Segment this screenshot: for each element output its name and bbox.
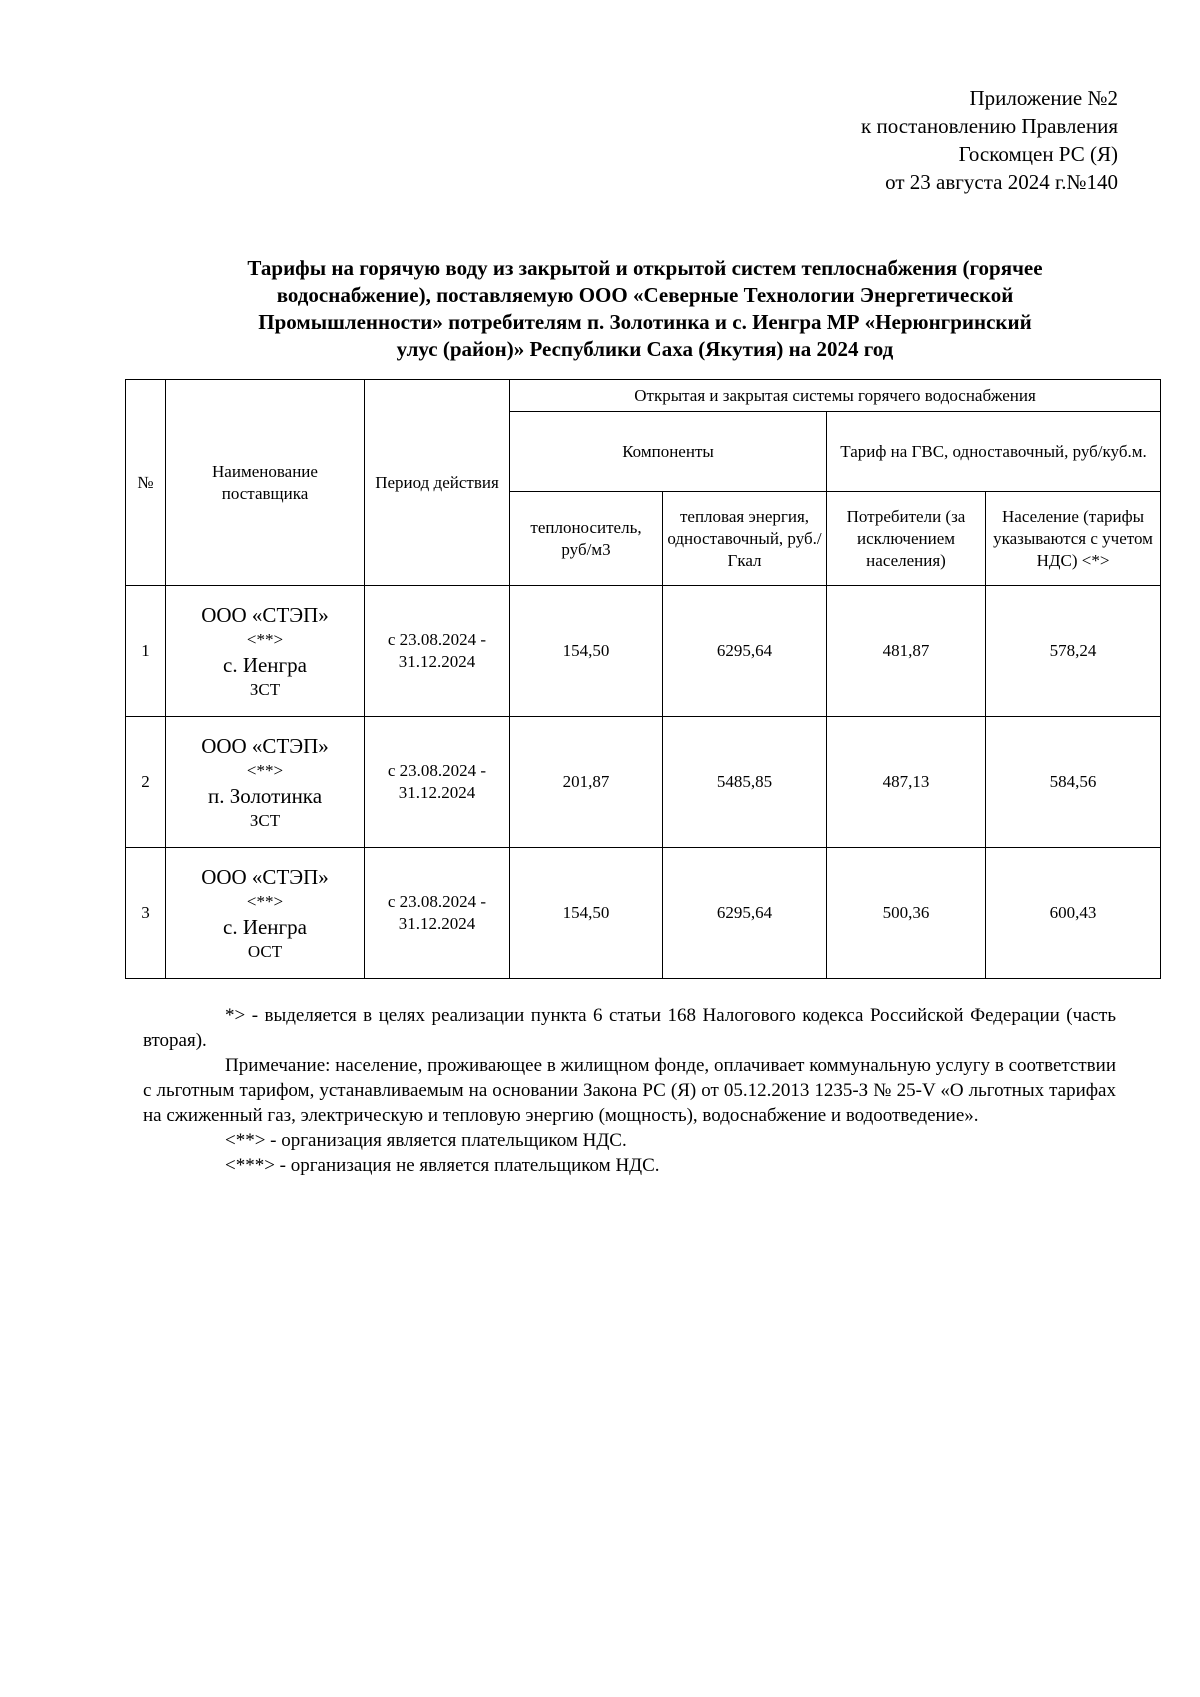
supplier-place: с. Иенгра bbox=[223, 915, 307, 939]
row-number: 2 bbox=[126, 717, 166, 848]
supplier-vat-mark: <**> bbox=[246, 630, 284, 649]
supplier-cell bbox=[166, 848, 365, 979]
consumers-cell: 487,13 bbox=[827, 717, 986, 848]
title-line: водоснабжение), поставляемую ООО «Северные Технологии Энергетической bbox=[276, 283, 1014, 307]
energy-cell: 6295,64 bbox=[663, 586, 827, 717]
footnote-vat-payer: <**> - организация является плательщиком НДС. bbox=[225, 1130, 627, 1151]
document-title bbox=[165, 255, 1125, 363]
energy-cell: 5485,85 bbox=[663, 717, 827, 848]
footnotes bbox=[143, 1003, 1116, 1178]
row-number: 1 bbox=[126, 586, 166, 717]
header-coolant: теплоноситель, руб/м3 bbox=[510, 492, 663, 586]
period-cell: с 23.08.2024 - 31.12.2024 bbox=[365, 717, 510, 848]
population-cell: 584,56 bbox=[986, 717, 1161, 848]
header-number: № bbox=[126, 380, 166, 586]
supplier-place: п. Золотинка bbox=[207, 784, 323, 808]
supplier-system-type: ЗСТ bbox=[249, 680, 281, 699]
header-line: Приложение №2 bbox=[969, 86, 1118, 110]
header-consumers: Потребители (за исключением населения) bbox=[827, 492, 986, 586]
header-population: Население (тарифы указываются с учетом НДС) <*> bbox=[986, 492, 1161, 586]
coolant-cell: 154,50 bbox=[510, 848, 663, 979]
period-cell: с 23.08.2024 - 31.12.2024 bbox=[365, 586, 510, 717]
energy-cell: 6295,64 bbox=[663, 848, 827, 979]
header-systems: Открытая и закрытая системы горячего водоснабжения bbox=[510, 380, 1161, 412]
footnote-vat-population: *> - выделяется в целях реализации пункта 6 статьи 168 Налогового кодекса Российской Федерации (часть вторая). bbox=[143, 1005, 1116, 1051]
supplier-name: ООО «СТЭП» bbox=[201, 734, 329, 758]
supplier-system-type: ЗСТ bbox=[249, 811, 281, 830]
header-line: от 23 августа 2024 г.№140 bbox=[885, 170, 1118, 194]
supplier-name: ООО «СТЭП» bbox=[201, 865, 329, 889]
supplier-vat-mark: <**> bbox=[246, 761, 284, 780]
tariff-table bbox=[125, 379, 1161, 979]
consumers-cell: 500,36 bbox=[827, 848, 986, 979]
supplier-place: с. Иенгра bbox=[223, 653, 307, 677]
footnote-remark: Примечание: население, проживающее в жилищном фонде, оплачивает коммунальную услугу в соответствии с льготным тарифом, устанавливаемым на основании Закона РС (Я) от 05.12.2013 1235-З № 25-V «О льготных тарифах на сжиженный газ, электрическую и тепловую энергию (мощность), водоснабжение и водоотведение». bbox=[143, 1055, 1116, 1126]
population-cell: 600,43 bbox=[986, 848, 1161, 979]
header-period: Период действия bbox=[365, 380, 510, 586]
footnote-non-vat-payer: <***> - организация не является плательщиком НДС. bbox=[225, 1155, 660, 1176]
supplier-system-type: ОСТ bbox=[247, 942, 283, 961]
header-line: к постановлению Правления bbox=[861, 114, 1118, 138]
supplier-name: ООО «СТЭП» bbox=[201, 603, 329, 627]
coolant-cell: 154,50 bbox=[510, 586, 663, 717]
header-supplier: Наименование поставщика bbox=[166, 380, 365, 586]
population-cell: 578,24 bbox=[986, 586, 1161, 717]
table-row bbox=[126, 586, 1161, 717]
coolant-cell: 201,87 bbox=[510, 717, 663, 848]
approval-header bbox=[718, 84, 1118, 196]
row-number: 3 bbox=[126, 848, 166, 979]
supplier-vat-mark: <**> bbox=[246, 892, 284, 911]
header-tariff: Тариф на ГВС, одноставочный, руб/куб.м. bbox=[827, 412, 1161, 492]
header-components: Компоненты bbox=[510, 412, 827, 492]
table-row bbox=[126, 717, 1161, 848]
header-line: Госкомцен РС (Я) bbox=[958, 142, 1118, 166]
period-cell: с 23.08.2024 - 31.12.2024 bbox=[365, 848, 510, 979]
title-line: Промышленности» потребителям п. Золотинка и с. Иенгра МР «Нерюнгринский bbox=[258, 310, 1032, 334]
title-line: Тарифы на горячую воду из закрытой и открытой систем теплоснабжения (горячее bbox=[247, 256, 1043, 280]
header-energy: тепловая энергия, одноставочный, руб./Гкал bbox=[663, 492, 827, 586]
consumers-cell: 481,87 bbox=[827, 586, 986, 717]
title-line: улус (район)» Республики Саха (Якутия) на 2024 год bbox=[396, 337, 894, 361]
table-row bbox=[126, 848, 1161, 979]
supplier-cell bbox=[166, 586, 365, 717]
supplier-cell bbox=[166, 717, 365, 848]
